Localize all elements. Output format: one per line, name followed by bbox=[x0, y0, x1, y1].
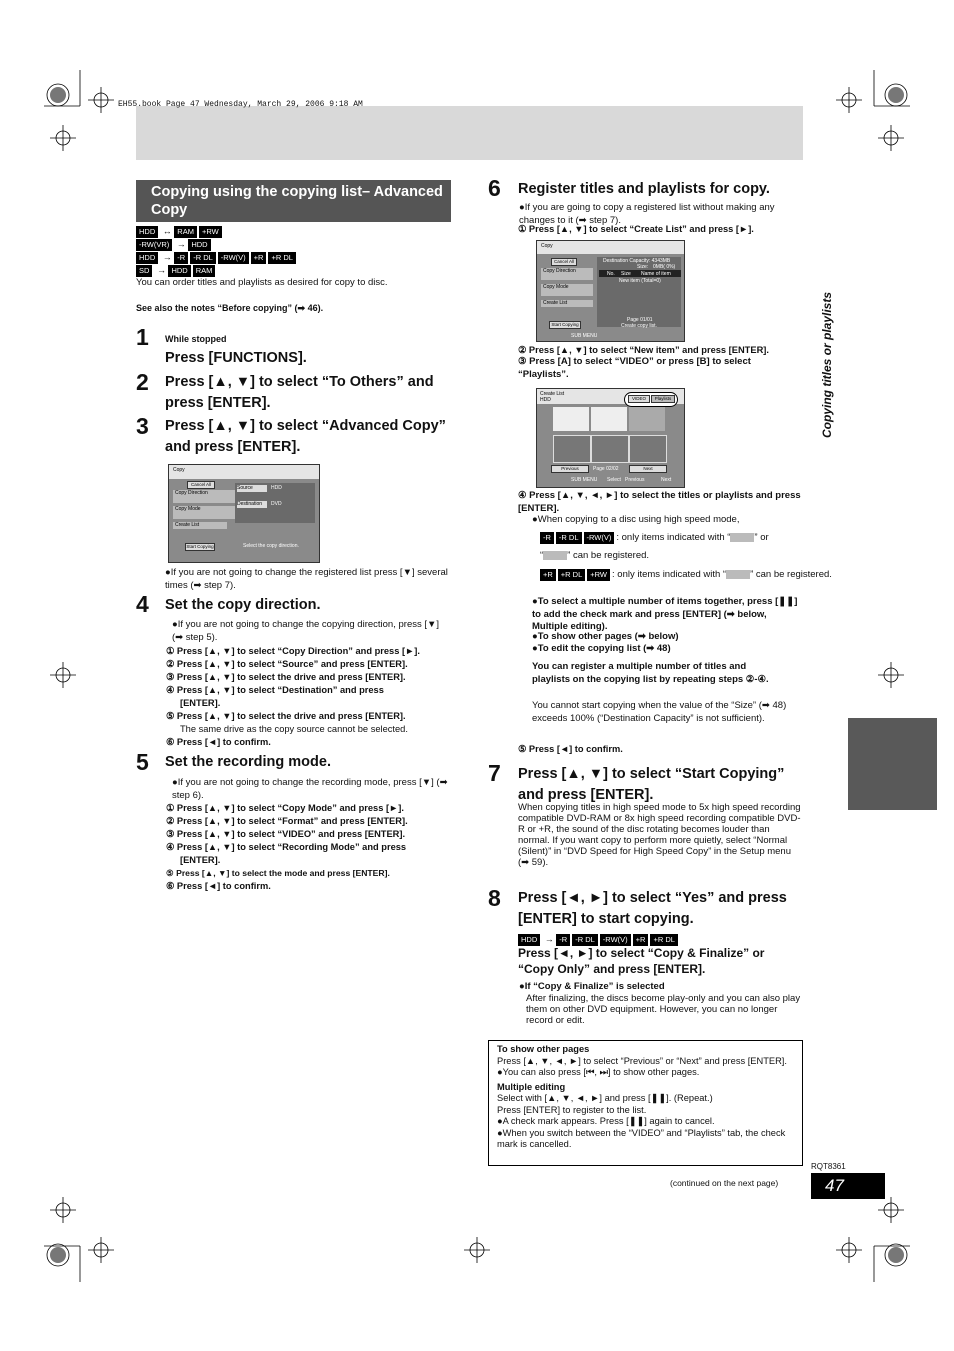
note-box bbox=[488, 1040, 803, 1166]
see-also: See also the notes “Before copying” (➡ 46). bbox=[136, 303, 324, 313]
step-1-pre: While stopped bbox=[165, 334, 227, 344]
step-3-title: Press [▲, ▼] to select “Advanced Copy” and press [ENTER]. bbox=[165, 418, 446, 455]
step-6-sub3: ③ Press [A] to select “VIDEO” or press [B] to select “Playlists”. bbox=[518, 356, 751, 380]
copy-path-2: -RW(VR) → HDD bbox=[136, 239, 213, 251]
step-5-sub: ⑥ Press [◄] to confirm. bbox=[166, 881, 271, 891]
step-2-number: 2 bbox=[136, 369, 149, 395]
step-8-number: 8 bbox=[488, 885, 501, 911]
step-6-sub2: ② Press [▲, ▼] to select “New item” and press [ENTER]. bbox=[518, 345, 769, 355]
step-4-sub: [ENTER]. bbox=[180, 698, 221, 708]
step-4-sub: ④ Press [▲, ▼] to select “Destination” and press bbox=[166, 685, 384, 695]
note-heading-pages: To show other pages bbox=[497, 1044, 590, 1054]
step-8-bullet-title: ●If “Copy & Finalize” is selected bbox=[519, 981, 665, 992]
note-text: Press [▲, ▼, ◄, ►] to select “Previous” or “Next” and press [ENTER]. bbox=[497, 1055, 787, 1066]
step-6-sub4: ④ Press [▲, ▼, ◄, ►] to select the titles or playlists and press [ENTER]. bbox=[518, 490, 801, 514]
hs-line-2: +R +R DL +RW : only items indicated with “ ” can be registered. bbox=[540, 569, 832, 582]
step-8-sub-title: Press [◄, ►] to select “Copy & Finalize” or “Copy Only” and press [ENTER]. bbox=[518, 946, 765, 976]
step-6-bullet-2: ●To show other pages (➡ below) bbox=[532, 631, 679, 642]
step-5-sub: ① Press [▲, ▼] to select “Copy Mode” and press [►]. bbox=[166, 803, 404, 813]
hs-icon-alt bbox=[543, 551, 567, 560]
step-8-bullet-body: After finalizing, the discs become play-only and you can also play them on other DVD equipment. However, you can no longer record or edit. bbox=[526, 993, 801, 1026]
step-6-sub1: ① Press [▲, ▼] to select “Create List” and press [►]. bbox=[518, 224, 754, 234]
hs-icon bbox=[730, 533, 754, 542]
step-2-title: Press [▲, ▼] to select “To Others” and press [ENTER]. bbox=[165, 374, 434, 411]
step-4-sub: ⑤ Press [▲, ▼] to select the drive and press [ENTER]. bbox=[166, 711, 406, 721]
step-5-sub: ④ Press [▲, ▼] to select “Recording Mode” and press bbox=[166, 842, 407, 852]
step-6-sub5: ⑤ Press [◄] to confirm. bbox=[518, 744, 623, 754]
step-5-sub: [ENTER]. bbox=[180, 855, 221, 865]
copy-path-step-8: HDD → -R -R DL -RW(V) +R +R DL bbox=[518, 934, 680, 946]
hs-icon-2 bbox=[726, 570, 750, 579]
step-4-sub: ② Press [▲, ▼] to select “Source” and press [ENTER]. bbox=[166, 659, 408, 669]
step-7-title: Press [▲, ▼] to select “Start Copying” and press [ENTER]. bbox=[518, 766, 785, 803]
step-6-title: Register titles and playlists for copy. bbox=[518, 181, 770, 197]
note-text: Press [ENTER] to register to the list. bbox=[497, 1104, 647, 1115]
hs-line-1b: “ ” can be registered. bbox=[540, 550, 650, 561]
sidebar-label: Copying titles or playlists bbox=[820, 291, 834, 438]
note-text: ●When you switch between the “VIDEO” and “Playlists” tab, the check mark is cancelled. bbox=[497, 1127, 786, 1149]
note-text: ●You can also press [⏮, ⏭] to show other pages. bbox=[497, 1067, 700, 1077]
step-7-body: When copying titles in high speed mode to 5x high speed recording compatible DVD-RAM or 8x high speed recording compatible DVD-R or +R, the sound of the disc rotating becomes louder than normal. If you want copy to perform more quietly, select “Normal (Silent)” in “DVD Speed for High Speed Copy” in the Setup menu (➡ 59). bbox=[518, 802, 801, 868]
step-4-sub: The same drive as the copy source cannot be selected. bbox=[180, 724, 408, 734]
copy-path-3: HDD → -R -R DL -RW(V) +R +R DL bbox=[136, 252, 298, 264]
step-4-title: Set the copy direction. bbox=[165, 597, 321, 613]
file-stamp: EH55.book Page 47 Wednesday, March 29, 2006 9:18 AM bbox=[118, 100, 363, 109]
step-4-sub: ③ Press [▲, ▼] to select the drive and press [ENTER]. bbox=[166, 672, 406, 682]
step-3-note: ●If you are not going to change the registered list press [▼] several times (➡ step 7). bbox=[165, 567, 448, 591]
step-1-title: Press [FUNCTIONS]. bbox=[165, 350, 307, 366]
copy-path-4: SD → HDD RAM bbox=[136, 265, 217, 277]
step-6-number: 6 bbox=[488, 175, 501, 201]
copy-screen-1: Copy Cancel All Copy Direction Copy Mode Create List Start Copying Source HDD Destination DVD Select the copy direction. bbox=[168, 464, 320, 563]
section-title: Copying using the copying list– Advanced Copy bbox=[136, 180, 451, 222]
create-list-screen: Create List HDD VIDEO Playlists Previous Page 02/02 Next SUB MENU Select Previous Next bbox=[536, 388, 685, 488]
step-6-note: ●If you are going to copy a registered list without making any changes to it (➡ step 7). bbox=[519, 202, 775, 226]
step-5-title: Set the recording mode. bbox=[165, 754, 331, 770]
note-heading-multi: Multiple editing bbox=[497, 1081, 566, 1092]
step-4-sub: ⑥ Press [◄] to confirm. bbox=[166, 737, 271, 747]
step-6-bullet-1: ●To select a multiple number of items together, press [❚❚] to add the check mark and press [ENTER] (➡ below, Multiple editing). bbox=[532, 596, 798, 632]
step-6-bold-para: You can register a multiple number of titles and playlists on the copying list by repeating steps ②-④. bbox=[532, 661, 769, 685]
step-6-bullet-3: ●To edit the copying list (➡ 48) bbox=[532, 643, 671, 654]
step-6-sub4b: ●When copying to a disc using high speed mode, bbox=[532, 514, 740, 525]
step-1-number: 1 bbox=[136, 324, 149, 350]
copy-screen-2: Copy Cancel All Copy Direction Copy Mode Create List Start Copying Destination Capacity: 4343MB Size: 0MB( 0%) No. Size Name of item New item (Total=0) Page 01/01 Create copy list. SUB MENU bbox=[536, 240, 685, 342]
step-5-sub: ③ Press [▲, ▼] to select “VIDEO” and press [ENTER]. bbox=[166, 829, 406, 839]
step-5-sub: ② Press [▲, ▼] to select “Format” and press [ENTER]. bbox=[166, 816, 408, 826]
note-text: Select with [▲, ▼, ◄, ►] and press [❚❚]. (Repeat.) bbox=[497, 1093, 713, 1103]
copy-path-1: HDD ↔ RAM +RW bbox=[136, 226, 224, 238]
step-5-sub: ⑤ Press [▲, ▼] to select the mode and press [ENTER]. bbox=[166, 868, 390, 878]
step-7-number: 7 bbox=[488, 760, 501, 786]
page-number: 47 bbox=[811, 1173, 885, 1199]
step-5-note: ●If you are not going to change the recording mode, press [▼] (➡ step 6). bbox=[172, 777, 448, 801]
intro-text: You can order titles and playlists as desired for copy to disc. bbox=[136, 277, 388, 288]
step-4-note: ●If you are not going to change the copying direction, press [▼] (➡ step 5). bbox=[172, 619, 440, 643]
step-6-para: You cannot start copying when the value of the “Size” (➡ 48) exceeds 100% (“Destination Capacity” is not sufficient). bbox=[532, 700, 787, 724]
hs-line-1: -R -R DL -RW(V) : only items indicated with “ ” or bbox=[540, 532, 769, 545]
doc-code: RQT8361 bbox=[811, 1162, 846, 1171]
continued-note: (continued on the next page) bbox=[670, 1178, 779, 1188]
step-8-title: Press [◄, ►] to select “Yes” and press [ENTER] to start copying. bbox=[518, 890, 787, 927]
step-5-number: 5 bbox=[136, 749, 149, 775]
step-4-number: 4 bbox=[136, 591, 149, 617]
note-text: ●A check mark appears. Press [❚❚] again to cancel. bbox=[497, 1116, 715, 1126]
step-3-number: 3 bbox=[136, 413, 149, 439]
step-4-sub: ① Press [▲, ▼] to select “Copy Direction” and press [►]. bbox=[166, 646, 420, 656]
